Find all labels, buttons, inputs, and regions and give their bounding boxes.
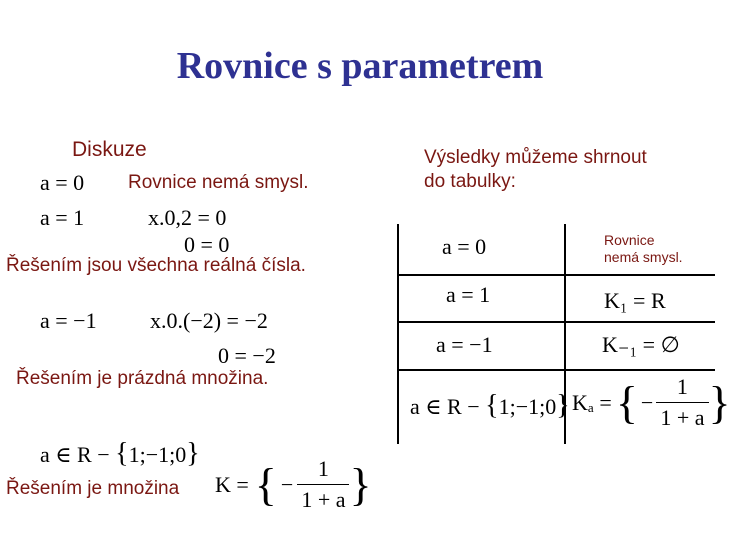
case2-text: Řešením jsou všechna reálná čísla.	[6, 255, 306, 276]
case2-condition: a = 1	[40, 205, 85, 230]
case3-equation1: x.0.(−2) = −2	[150, 308, 268, 333]
case4-condition: a ∈ R − {1;−1;0}	[40, 438, 200, 469]
case2-equation2: 0 = 0	[184, 232, 230, 257]
case4-fraction	[297, 456, 349, 513]
discussion-heading: Diskuze	[72, 138, 147, 161]
table-row4-numerator: 1	[676, 374, 688, 399]
table-row4-excluded-set: 1;−1;0	[498, 394, 557, 419]
table-row4-fraction	[656, 374, 708, 431]
page-title: Rovnice s parametrem	[176, 45, 544, 87]
case3-equation2: 0 = −2	[218, 343, 276, 368]
summary-line2: do tabulky:	[424, 170, 516, 192]
table-row1-condition: a = 0	[442, 234, 487, 259]
case1-condition: a = 0	[40, 170, 85, 195]
table-row3-result: K₋₁ = ∅	[602, 332, 680, 357]
case4-excluded-set: 1;−1;0	[128, 442, 187, 467]
case1-text: Rovnice nemá smysl.	[128, 172, 309, 193]
table-row1-result-line1: Rovnice	[604, 232, 655, 248]
table-row3-condition: a = −1	[436, 332, 493, 357]
case2-equation1: x.0,2 = 0	[148, 205, 227, 230]
table-left-border	[397, 224, 399, 444]
table-row1-result	[604, 232, 683, 266]
table-row2-result: K₁ = R	[604, 288, 666, 313]
table-row4-result: Kₐ = { − $\frac{1}{1 + a}$ }	[572, 374, 731, 430]
table-row2-condition: a = 1	[446, 282, 491, 307]
case4-condition-prefix: a ∈ R −	[40, 442, 110, 467]
summary-text	[424, 146, 647, 194]
case4-k-label: K =	[215, 471, 249, 497]
case3-text: Řešením je prázdná množina.	[16, 368, 269, 389]
table-row4-minus: −	[640, 389, 654, 415]
table-row4-k-label: Kₐ =	[572, 389, 612, 415]
case3-condition: a = −1	[40, 308, 97, 333]
case4-text: Řešením je množina	[6, 478, 180, 499]
table-row-divider-2	[397, 321, 715, 323]
table-row4-condition-prefix: a ∈ R −	[410, 394, 480, 419]
case4-numerator: 1	[317, 456, 329, 481]
summary-line1: Výsledky můžeme shrnout	[424, 147, 647, 168]
table-row4-condition: a ∈ R − {1;−1;0}	[410, 390, 570, 421]
case4-denominator: 1 + a	[297, 484, 349, 513]
table-row-divider-3	[397, 369, 715, 371]
case4-solution-set: K = { − $\frac{1}{1 + a}$ }	[215, 456, 372, 512]
table-row-divider-1	[397, 274, 715, 276]
table-row4-denominator: 1 + a	[656, 402, 708, 431]
table-row1-result-line2: nemá smysl.	[604, 248, 683, 265]
case4-minus: −	[280, 471, 294, 497]
